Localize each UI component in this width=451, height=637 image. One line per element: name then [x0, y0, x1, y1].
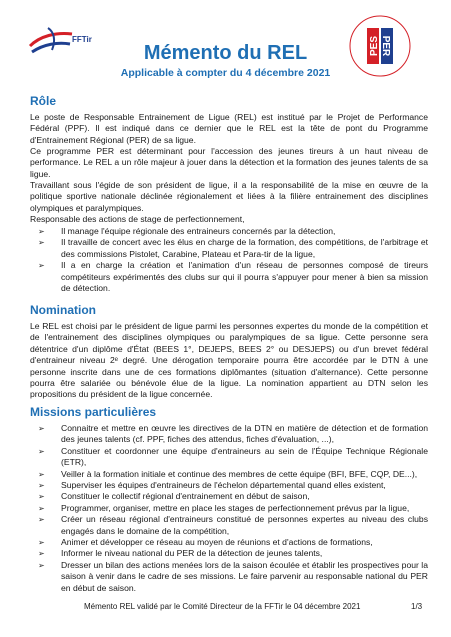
list-item: ➢ Connaitre et mettre en œuvre les directives de la DTN en matière de détection et de formation des jeunes talents (cf. PPF, fiches des attendus, fiches d'évaluation, ...),: [38, 423, 428, 445]
list-item: ➢ Veiller à la formation initiale et continue des membres de cette équipe (BFI, BFE, CQP, DE...),: [38, 468, 418, 479]
list-item: ➢ Il travaille de concert avec les élus en charge de la formation, des compétitions, de l'arbitrage et des commissions Pistolet, Carabine, Plateau et Para-tir de la ligue,: [38, 237, 428, 259]
arrow-bullet-icon: ➢: [38, 238, 45, 248]
arrow-bullet-icon: ➢: [38, 227, 45, 236]
role-paragraph-4: Responsable des actions de stage de perfectionnement,: [30, 214, 245, 224]
page-title: Mémento du REL: [143, 42, 308, 64]
svg-text:FFTir: FFTir: [72, 35, 92, 44]
arrow-bullet-icon: ➢: [38, 515, 45, 525]
list-item: ➢ Programmer, organiser, mettre en place les stages de perfectionnement prévus par la ligue,: [38, 502, 410, 513]
page-subtitle: Applicable à compter du 4 décembre 2021: [120, 67, 331, 79]
arrow-bullet-icon: ➢: [38, 446, 45, 456]
nomination-paragraph: Le REL est choisi par le président de ligue parmi les personnes expertes du monde de la compétition et de l'entrainement des disciplines olympiques ou paralympiques de sa ligue. Cette personne sera détentrice d'un diplôme d'État (BEES 1°, DEJEPS, BEES 2° ou DESJEPS) ou d'un brevet fédéral d'entraineur niveau 2ᵉ degré. Une dérogation temporaire pourra être accordée par le DTN à une personne inscrite dans une de ces formations diplômantes (situation d'alternance). Cette personne pourra être salariée ou bénévole élue de la ligue. La nomination appartient au DTN selon les propositions du président de la ligue concernée.: [30, 321, 428, 400]
footer-text: Mémento REL validé par le Comité Directeur de la FFTir le 04 décembre 2021: [84, 602, 361, 611]
role-paragraph-3: Travaillant sous l'égide de son président de ligue, il a la responsabilité de la mise en œuvre de la politique sportive nationale déclinée régionalement et liées à la filière entrainement des disciplines olympiques et paralympiques.: [30, 180, 428, 213]
list-item: ➢ Il a en charge la création et l'animation d'un réseau de personnes composé de tireurs compétiteurs expérimentés des clubs sur qui il pourra s'appuyer pour mener à bien sa mission de détection.: [38, 260, 428, 294]
heading-nomination: Nomination: [30, 303, 96, 317]
svg-text:PER: PER: [380, 35, 391, 57]
arrow-bullet-icon: ➢: [38, 481, 45, 491]
role-paragraph-1: Le poste de Responsable Entrainement de Ligue (REL) est institué par le Projet de Performance Fédéral (PPF). Il est indiqué dans ce dernier que le REL est la tête de pont du Programme d'Entrainement Régional (PER) de sa ligue.: [30, 112, 428, 145]
svg-text:PES: PES: [369, 35, 380, 57]
arrow-bullet-icon: ➢: [38, 503, 45, 513]
arrow-bullet-icon: ➢: [38, 469, 45, 479]
list-item: ➢ Il manage l'équipe régionale des entraineurs concernés par la détection,: [38, 226, 336, 236]
list-item: ➢ Animer et développer ce réseau au moyen de réunions et d'actions de formations,: [38, 537, 373, 548]
arrow-bullet-icon: ➢: [38, 538, 45, 548]
arrow-bullet-icon: ➢: [38, 492, 45, 502]
heading-role: Rôle: [30, 94, 57, 108]
page-number: 1/3: [411, 602, 423, 611]
arrow-bullet-icon: ➢: [38, 424, 45, 433]
role-bullet-list: [38, 226, 428, 294]
list-item: ➢ Superviser les équipes d'entraineurs de l'échelon départemental quand elles existent,: [38, 480, 386, 491]
list-item: ➢ Dresser un bilan des actions menées lors de la saison écoulée et établir les prospectives pour la saison à venir dans le cadre de ses missions. Le faire parvenir au responsable national du PER en début de saison.: [38, 559, 428, 593]
role-paragraph-2: Ce programme PER est déterminant pour l'accession des jeunes tireurs à un haut niveau de performance. Le REL a un rôle majeur à jouer dans la détection et la formation des jeunes talents de sa ligue.: [30, 146, 428, 179]
arrow-bullet-icon: ➢: [38, 261, 45, 271]
list-item: ➢ Créer un réseau régional d'entraineurs constitué de personnes expertes au niveau des clubs engagés dans le domaine de la compétition,: [38, 514, 428, 536]
list-item: ➢ Informer le niveau national du PER de la détection de jeunes talents,: [38, 548, 323, 559]
missions-bullet-list: [38, 423, 428, 594]
arrow-bullet-icon: ➢: [38, 560, 45, 570]
list-item: ➢ Constituer le collectif régional d'entrainement en début de saison,: [38, 491, 310, 502]
heading-missions: Missions particulières: [30, 405, 157, 419]
list-item: ➢ Constituer et coordonner une équipe d'entraineurs au sein de l'Équipe Technique Régionale (ETR),: [38, 445, 428, 468]
arrow-bullet-icon: ➢: [38, 549, 45, 559]
